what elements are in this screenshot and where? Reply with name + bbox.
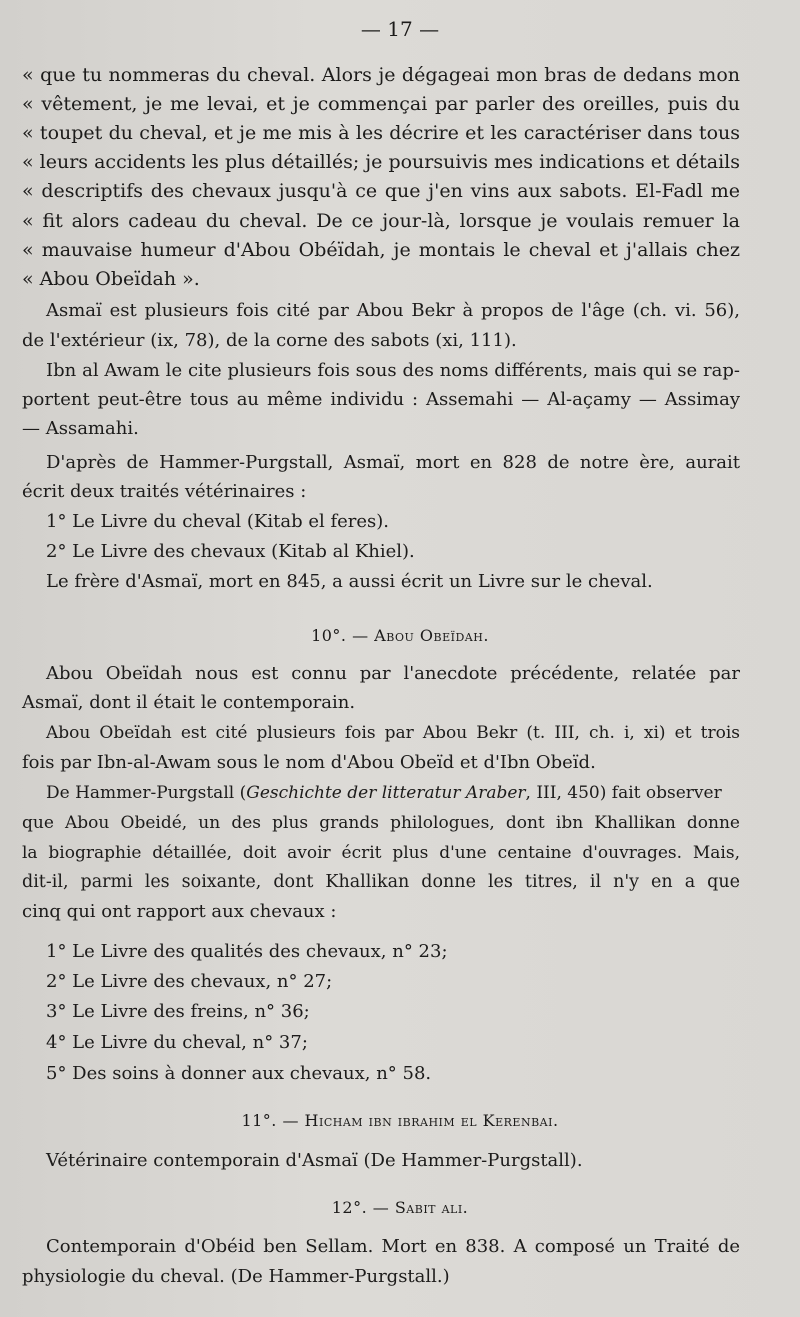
text-line-4: « leurs accidents les plus détaillés; je poursuivis mes indications et détails (22, 151, 740, 173)
text-line-1: « que tu nommeras du cheval. Alors je dégageai mon bras de dedans mon (22, 64, 740, 86)
text-line-27: cinq qui ont rapport aux chevaux : (22, 901, 337, 922)
text-line-13: — Assamahi. (22, 418, 139, 439)
section-heading-12: 12°. — Sabit ali. (331, 1198, 469, 1217)
text-line-7: « mauvaise humeur d'Abou Obéïdah, je montais le cheval et j'allais chez (22, 239, 740, 261)
page-number: — 17 — (360, 17, 440, 41)
text-line-23-end: , III, 450) fait observer (525, 783, 722, 803)
text-line-25: la biographie détaillée, doit avoir écrit plus d'une centaine d'ouvrages. Mais, (22, 843, 740, 863)
text-line-35: physiologie du cheval. (De Hammer-Purgstall.) (22, 1266, 450, 1287)
text-line-20: Asmaï, dont il était le contemporain. (22, 692, 356, 713)
text-line-21: Abou Obeïdah est cité plusieurs fois par Abou Bekr (t. III, ch. i, xi) et trois (46, 723, 740, 743)
text-line-33: Vétérinaire contemporain d'Asmaï (De Hammer-Purgstall). (46, 1150, 583, 1171)
list-item-4: 2° Le Livre des chevaux, n° 27; (46, 971, 333, 992)
list-item-1: 1° Le Livre du cheval (Kitab el feres). (46, 511, 390, 532)
text-line-10: de l'extérieur (ix, 78), de la corne des sabots (xi, 111). (22, 330, 517, 351)
list-item-3: 1° Le Livre des qualités des chevaux, n° 23; (46, 941, 448, 962)
text-line-19: Abou Obeïdah nous est connu par l'anecdote précédente, relatée par (46, 663, 740, 684)
text-line-22: fois par Ibn-al-Awam sous le nom d'Abou Obeïd et d'Ibn Obeïd. (22, 752, 596, 773)
list-item-7: 5° Des soins à donner aux chevaux, n° 58. (46, 1063, 432, 1084)
text-line-23 (0, 780, 800, 806)
text-line-24: que Abou Obeidé, un des plus grands philologues, dont ibn Khallikan donne (22, 813, 740, 833)
text-line-5: « descriptifs des chevaux jusqu'à ce que j'en vins aux sabots. El-Fadl me (22, 180, 740, 202)
text-line-12: portent peut-être tous au même individu : Assemahi — Al-açamy — Assimay (22, 389, 740, 410)
text-line-15: écrit deux traités vétérinaires : (22, 481, 307, 502)
section-heading-11: 11°. — Hicham ibn ibrahim el Kerenbai. (241, 1111, 559, 1130)
text-line-8: « Abou Obeïdah ». (22, 268, 200, 290)
cited-work-title: Geschichte der litteratur Araber (246, 783, 526, 803)
list-item-6: 4° Le Livre du cheval, n° 37; (46, 1032, 308, 1053)
text-line-9: Asmaï est plusieurs fois cité par Abou Bekr à propos de l'âge (ch. vi. 56), (46, 300, 740, 321)
list-item-2: 2° Le Livre des chevaux (Kitab al Khiel). (46, 541, 415, 562)
text-line-26: dit-il, parmi les soixante, dont Khallikan donne les titres, il n'y en a que (22, 872, 740, 892)
text-line-23-start: De Hammer-Purgstall ( (46, 783, 247, 803)
text-line-14: D'après de Hammer-Purgstall, Asmaï, mort en 828 de notre ère, aurait (46, 452, 740, 473)
text-line-34: Contemporain d'Obéid ben Sellam. Mort en 838. A composé un Traité de (46, 1236, 740, 1257)
list-item-5: 3° Le Livre des freins, n° 36; (46, 1001, 310, 1022)
text-line-11: Ibn al Awam le cite plusieurs fois sous des noms différents, mais qui se rap- (46, 360, 740, 381)
text-line-6: « fit alors cadeau du cheval. De ce jour-là, lorsque je voulais remuer la (22, 210, 740, 232)
text-line-18: Le frère d'Asmaï, mort en 845, a aussi écrit un Livre sur le cheval. (46, 571, 653, 592)
section-heading-10: 10°. — Abou Obeïdah. (311, 626, 489, 645)
text-line-3: « toupet du cheval, et je me mis à les décrire et les caractériser dans tous (22, 122, 740, 144)
text-line-2: « vêtement, je me levai, et je commençai par parler des oreilles, puis du (22, 93, 740, 115)
